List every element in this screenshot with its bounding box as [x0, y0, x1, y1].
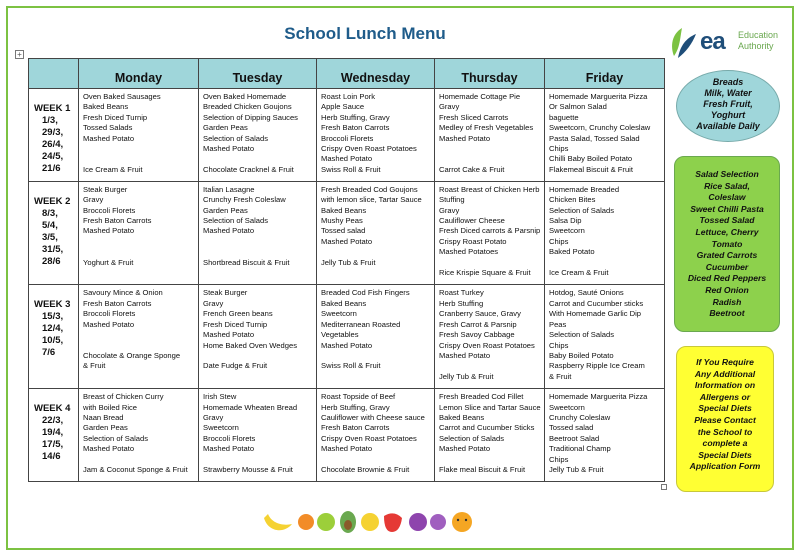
menu-item: Jam & Coconut Sponge & Fruit [83, 465, 188, 475]
meal-cell-tuesday [199, 285, 317, 389]
header-wednesday: Wednesday [317, 59, 435, 89]
week-date: 12/4, [42, 323, 64, 335]
meal-cell-friday [545, 89, 665, 182]
week-date: 8/3, [42, 207, 58, 219]
menu-item: Fresh Baton Carrots [83, 298, 152, 308]
menu-item: Sweetcorn [321, 309, 357, 319]
week-date: 31/5, [42, 243, 64, 255]
menu-item: Chips [549, 236, 569, 246]
menu-item: Broccoli Florets [83, 309, 136, 319]
menu-item: Stuffing [439, 195, 465, 205]
week-date: 1/3, [42, 115, 58, 126]
menu-item: Cranberry Sauce, Gravy [439, 309, 521, 319]
meal-cell-thursday [435, 389, 545, 482]
menu-item: Salsa Dip [549, 215, 582, 225]
menu-item: Mashed Potato [439, 350, 491, 360]
logo-line-2: Authority [738, 41, 774, 51]
drinks-line: Available Daily [696, 121, 760, 131]
menu-item: with Boiled Rice [83, 402, 138, 412]
week-date: 3/5, [42, 231, 58, 243]
menu-item: Tossed salad [321, 226, 366, 236]
info-line: Any Additional [694, 368, 756, 379]
menu-item: Ice Cream & Fruit [549, 267, 609, 277]
menu-item: Mashed Potato [203, 226, 255, 236]
header-friday: Friday [545, 59, 665, 89]
menu-item [83, 237, 196, 247]
logo-subtitle [738, 30, 788, 52]
menu-item: Mashed Potato [83, 133, 135, 143]
menu-item [83, 330, 196, 340]
meal-cell-monday [79, 89, 199, 182]
menu-item: Gravy [439, 102, 460, 112]
menu-item: Shortbread Biscuit & Fruit [203, 257, 290, 267]
menu-item: Selection of Salads [549, 330, 615, 340]
menu-item [203, 455, 314, 465]
menu-item: with lemon slice, Tartar Sauce [321, 195, 422, 205]
menu-item: Roast Turkey [439, 288, 484, 298]
menu-item: Date Fudge & Fruit [203, 361, 268, 371]
header-tuesday: Tuesday [199, 59, 317, 89]
menu-item: Chilli Baby Boiled Potato [549, 154, 633, 164]
meal-cell-tuesday [199, 389, 317, 482]
week-date: 21/6 [42, 163, 61, 174]
menu-item: Carrot and Cucumber sticks [549, 298, 644, 308]
menu-item: Crispy Roast Potato [439, 236, 507, 246]
menu-item: Tossed salad [549, 423, 594, 433]
menu-item: Beetroot Salad [549, 433, 600, 443]
menu-item: Herb Stuffing, Gravy [321, 402, 390, 412]
ea-logo-leaf-icon [668, 26, 698, 60]
menu-item: Fresh Breaded Cod Goujons [321, 184, 418, 194]
menu-item: Garden Peas [203, 205, 248, 215]
menu-item: Baked Beans [83, 102, 129, 112]
week-label-cell [29, 389, 79, 482]
menu-item: Naan Bread [83, 413, 124, 423]
menu-item: Homemade Marguerita Pizza [549, 92, 648, 101]
menu-item: Peas [549, 319, 567, 329]
menu-item: Crunchy Coleslaw [549, 413, 611, 423]
menu-item [83, 455, 196, 465]
drinks-line: Breads [712, 77, 744, 87]
menu-item: Fresh Baton Carrots [321, 423, 390, 433]
menu-item [549, 258, 662, 268]
menu-item: Chocolate & Orange Sponge [83, 350, 181, 360]
week-label-cell [29, 285, 79, 389]
menu-item: Garden Peas [83, 423, 128, 433]
menu-item: Cauliflower Cheese [439, 215, 505, 225]
menu-item: Baked Beans [439, 413, 485, 423]
menu-item: Oven Baked Homemade [203, 92, 287, 101]
week-label: WEEK 4 [34, 403, 71, 415]
week-date: 19/4, [42, 427, 64, 439]
meal-cell-thursday [435, 89, 545, 182]
info-line: Information on [694, 380, 756, 391]
menu-item: Chicken Bites [549, 195, 596, 205]
week-label: WEEK 3 [34, 299, 71, 311]
menu-item: Mashed Potato [439, 444, 491, 454]
menu-item [439, 144, 542, 154]
menu-item: Fresh Baton Carrots [321, 123, 390, 133]
menu-item: Fresh Diced carrots & Parsnip [439, 226, 541, 236]
menu-item: Baked Beans [321, 205, 367, 215]
meal-cell-wednesday [317, 389, 435, 482]
week-row [29, 89, 665, 182]
menu-item: Mediterranean Roasted [321, 319, 401, 329]
menu-item: Homemade Wheaten Bread [203, 402, 298, 412]
menu-item: Mashed Potato [203, 144, 255, 154]
menu-item: Pasta Salad, Tossed Salad [549, 133, 640, 143]
menu-item [83, 247, 196, 257]
menu-item [321, 351, 432, 361]
menu-item: Selection of Salads [549, 205, 615, 215]
menu-item: Homemade Marguerita Pizza [549, 392, 648, 402]
week-date: 29/3, [42, 127, 64, 138]
week-label-cell [29, 89, 79, 182]
menu-item: Mashed Potato [83, 319, 135, 329]
menu-item: Selection of Dipping Sauces [203, 112, 298, 122]
menu-item: Jelly Tub & Fruit [321, 257, 376, 267]
menu-item: Fresh Savoy Cabbage [439, 330, 515, 340]
salad-line: Radish [712, 296, 742, 307]
meal-cell-tuesday [199, 89, 317, 182]
menu-item: Breast of Chicken Curry [83, 392, 164, 402]
menu-item: Mashed Potato [83, 444, 135, 454]
menu-item: Selection of Salads [83, 433, 149, 443]
meal-cell-wednesday [317, 181, 435, 285]
table-header-row [29, 59, 665, 89]
logo-line-1: Education [738, 30, 779, 40]
menu-item: Chips [549, 144, 569, 154]
menu-item [439, 361, 542, 371]
menu-item [83, 341, 196, 351]
menu-item: Gravy [203, 413, 224, 423]
meal-cell-monday [79, 285, 199, 389]
menu-item: Homemade Breaded [549, 184, 620, 194]
week-date: 22/3, [42, 415, 64, 427]
menu-item: Carrot and Cucumber Sticks [439, 423, 535, 433]
menu-item: Crispy Oven Roast Potatoes [321, 433, 417, 443]
menu-item: Breaded Cod Fish Fingers [321, 288, 410, 298]
menu-item: Roast Breast of Chicken Herb [439, 184, 540, 194]
week-date: 14/6 [42, 451, 61, 463]
menu-item: Mashed Potato [439, 133, 491, 143]
menu-item: Italian Lasagne [203, 184, 255, 194]
menu-item [439, 154, 542, 164]
menu-item: Steak Burger [203, 288, 248, 298]
salad-line: Red Onion [705, 284, 749, 295]
salad-line: Grated Carrots [696, 250, 758, 261]
menu-item: Mushy Peas [321, 215, 363, 225]
salad-selection-box [674, 156, 780, 332]
meal-cell-monday [79, 389, 199, 482]
meal-cell-friday [545, 285, 665, 389]
menu-item: Sweetcorn [549, 402, 585, 412]
salad-line: Tossed Salad [699, 215, 755, 226]
salad-line: Rice Salad, [704, 180, 750, 191]
meal-cell-wednesday [317, 89, 435, 182]
menu-item: Carrot Cake & Fruit [439, 164, 505, 174]
salad-line: Sweet Chilli Pasta [690, 203, 764, 214]
menu-item: Gravy [203, 298, 224, 308]
meal-cell-thursday [435, 181, 545, 285]
drinks-line: Milk, Water [704, 88, 752, 98]
info-line: Application Form [689, 461, 761, 472]
menu-item: Selection of Salads [439, 433, 505, 443]
week-row [29, 285, 665, 389]
drinks-line: Yoghurt [710, 110, 746, 120]
week-label-cell [29, 181, 79, 285]
info-line: Please Contact [694, 414, 756, 425]
menu-item: Mashed Potato [321, 340, 373, 350]
menu-item: Yoghurt & Fruit [83, 257, 134, 267]
week-label: WEEK 2 [34, 195, 71, 207]
header-monday: Monday [79, 59, 199, 89]
menu-item: Irish Stew [203, 392, 237, 402]
menu-item [203, 247, 314, 257]
table-resize-handle-icon[interactable] [661, 484, 667, 490]
menu-item: Broccoli Florets [321, 133, 374, 143]
menu-item [203, 237, 314, 247]
menu-item: With Homemade Garlic Dip [549, 309, 641, 319]
menu-item [321, 455, 432, 465]
menu-item: Mashed Potato [203, 444, 255, 454]
week-date: 10/5, [42, 335, 64, 347]
menu-item: Homemade Cottage Pie [439, 92, 521, 101]
week-row [29, 181, 665, 285]
menu-item: Swiss Roll & Fruit [321, 164, 381, 174]
menu-item: Raspberry Ripple Ice Cream [549, 361, 645, 371]
week-date: 28/6 [42, 255, 61, 267]
week-date: 24/5, [42, 151, 64, 162]
menu-item: Roast Loin Pork [321, 92, 376, 101]
menu-item: Sweetcorn [203, 423, 239, 433]
menu-item [203, 154, 314, 164]
menu-item: Ice Cream & Fruit [83, 164, 143, 174]
menu-item: Cauliflower with Cheese sauce [321, 413, 425, 423]
logo-mark: ea [700, 28, 725, 55]
menu-item: Strawberry Mousse & Fruit [203, 465, 293, 475]
info-line: complete a [702, 438, 748, 449]
menu-item: & Fruit [83, 361, 106, 371]
menu-item: Fresh Sliced Carrots [439, 112, 509, 122]
menu-item: Crunchy Fresh Coleslaw [203, 195, 286, 205]
week-date: 26/4, [42, 139, 64, 150]
menu-item: Broccoli Florets [83, 205, 136, 215]
info-line: the School to [697, 426, 753, 437]
menu-item [439, 455, 542, 465]
menu-item [203, 351, 314, 361]
menu-item: Jelly Tub & Fruit [439, 371, 494, 381]
menu-item: Home Baked Oven Wedges [203, 340, 297, 350]
menu-item: Chips [549, 454, 569, 464]
menu-item: Or Salmon Salad [549, 102, 607, 112]
salad-line: Lettuce, Cherry [695, 226, 759, 237]
menu-item: Sweetcorn [549, 226, 585, 236]
daily-drinks-bubble [676, 70, 780, 142]
menu-item: Breaded Chicken Goujons [203, 102, 292, 112]
menu-item: Jelly Tub & Fruit [549, 465, 604, 475]
salad-line: Coleslaw [708, 192, 746, 203]
menu-item: Chocolate Brownie & Fruit [321, 465, 410, 475]
drinks-line: Fresh Fruit, [703, 99, 753, 109]
menu-item: Herb Stuffing [439, 298, 484, 308]
week-date: 5/4, [42, 219, 58, 231]
info-line: Allergens or [699, 391, 751, 402]
menu-item: Oven Baked Sausages [83, 92, 161, 101]
menu-item: Mashed Potato [321, 236, 373, 246]
header-thursday: Thursday [435, 59, 545, 89]
menu-item: Crispy Oven Roast Potatoes [439, 340, 535, 350]
education-authority-logo [668, 26, 778, 62]
menu-item: Apple Sauce [321, 102, 365, 112]
menu-item: Flake meal Biscuit & Fruit [439, 465, 526, 475]
menu-item [83, 144, 196, 154]
week-date: 7/6 [42, 347, 56, 359]
menu-item: & Fruit [549, 371, 572, 381]
meal-cell-wednesday [317, 285, 435, 389]
menu-item: Vegetables [321, 330, 359, 340]
menu-item: Mashed Potato [83, 226, 135, 236]
menu-item: Savoury Mince & Onion [83, 288, 163, 298]
menu-item: Medley of Fresh Vegetables [439, 123, 534, 133]
special-diets-info-box [676, 346, 774, 492]
meal-cell-monday [79, 181, 199, 285]
menu-item: Mashed Potato [321, 444, 373, 454]
menu-item: Gravy [439, 205, 460, 215]
lunch-menu-table [28, 58, 665, 482]
menu-item: Fresh Diced Turnip [203, 319, 268, 329]
menu-item [439, 258, 542, 268]
menu-item: Crispy Oven Roast Potatoes [321, 144, 417, 154]
week-row [29, 389, 665, 482]
menu-item: Baby Boiled Potato [549, 350, 614, 360]
menu-item: Tossed Salads [83, 123, 133, 133]
cartoon-fruits-icon [262, 498, 484, 536]
info-line: Special Diets [698, 449, 752, 460]
menu-item: Roast Topside of Beef [321, 392, 396, 402]
menu-item: Herb Stuffing, Gravy [321, 112, 390, 122]
meal-cell-thursday [435, 285, 545, 389]
menu-item: Fresh Baton Carrots [83, 215, 152, 225]
menu-item: Mashed Potato [321, 154, 373, 164]
menu-item: Traditional Champ [549, 444, 611, 454]
menu-item: Garden Peas [203, 123, 248, 133]
menu-item: Mashed Potato [203, 330, 255, 340]
menu-item: Chocolate Cracknel & Fruit [203, 164, 294, 174]
page-title: School Lunch Menu [284, 24, 446, 43]
menu-item: French Green beans [203, 309, 273, 319]
menu-item: Baked Beans [321, 298, 367, 308]
menu-item: Fresh Breaded Cod Fillet [439, 392, 524, 402]
meal-cell-friday [545, 181, 665, 285]
menu-item: Fresh Carrot & Parsnip [439, 319, 517, 329]
menu-item: Broccoli Florets [203, 433, 256, 443]
week-label: WEEK 1 [34, 103, 71, 114]
week-date: 17/5, [42, 439, 64, 451]
menu-item: baguette [549, 112, 579, 122]
salad-line: Salad Selection [695, 169, 759, 179]
week-date: 15/3, [42, 311, 64, 323]
menu-item: Rice Krispie Square & Fruit [439, 267, 531, 277]
salad-line: Beetroot [709, 308, 745, 319]
info-line: Special Diets [698, 403, 752, 414]
menu-item: Gravy [83, 195, 104, 205]
info-line: If You Require [696, 357, 754, 367]
menu-item: Mashed Potatoes [439, 247, 499, 257]
menu-item: Baked Potato [549, 247, 595, 257]
salad-line: Tomato [711, 238, 743, 249]
menu-item: Lemon Slice and Tartar Sauce [439, 402, 541, 412]
menu-item: Steak Burger [83, 184, 128, 194]
salad-line: Diced Red Peppers [687, 273, 767, 284]
meal-cell-friday [545, 389, 665, 482]
salad-line: Cucumber [705, 261, 749, 272]
menu-item: Chips [549, 340, 569, 350]
menu-item: Selection of Salads [203, 215, 269, 225]
meal-cell-tuesday [199, 181, 317, 285]
menu-item: Selection of Salads [203, 133, 269, 143]
menu-item: Fresh Diced Turnip [83, 112, 148, 122]
menu-item: Sweetcorn, Crunchy Coleslaw [549, 123, 651, 133]
menu-item: Flakemeal Biscuit & Fruit [549, 164, 633, 174]
header-corner [29, 59, 79, 89]
menu-item: Hotdog, Sauté Onions [549, 288, 624, 298]
menu-item [83, 154, 196, 164]
table-move-handle-icon[interactable]: + [15, 50, 24, 59]
menu-item [321, 247, 432, 257]
menu-item: Swiss Roll & Fruit [321, 361, 381, 371]
